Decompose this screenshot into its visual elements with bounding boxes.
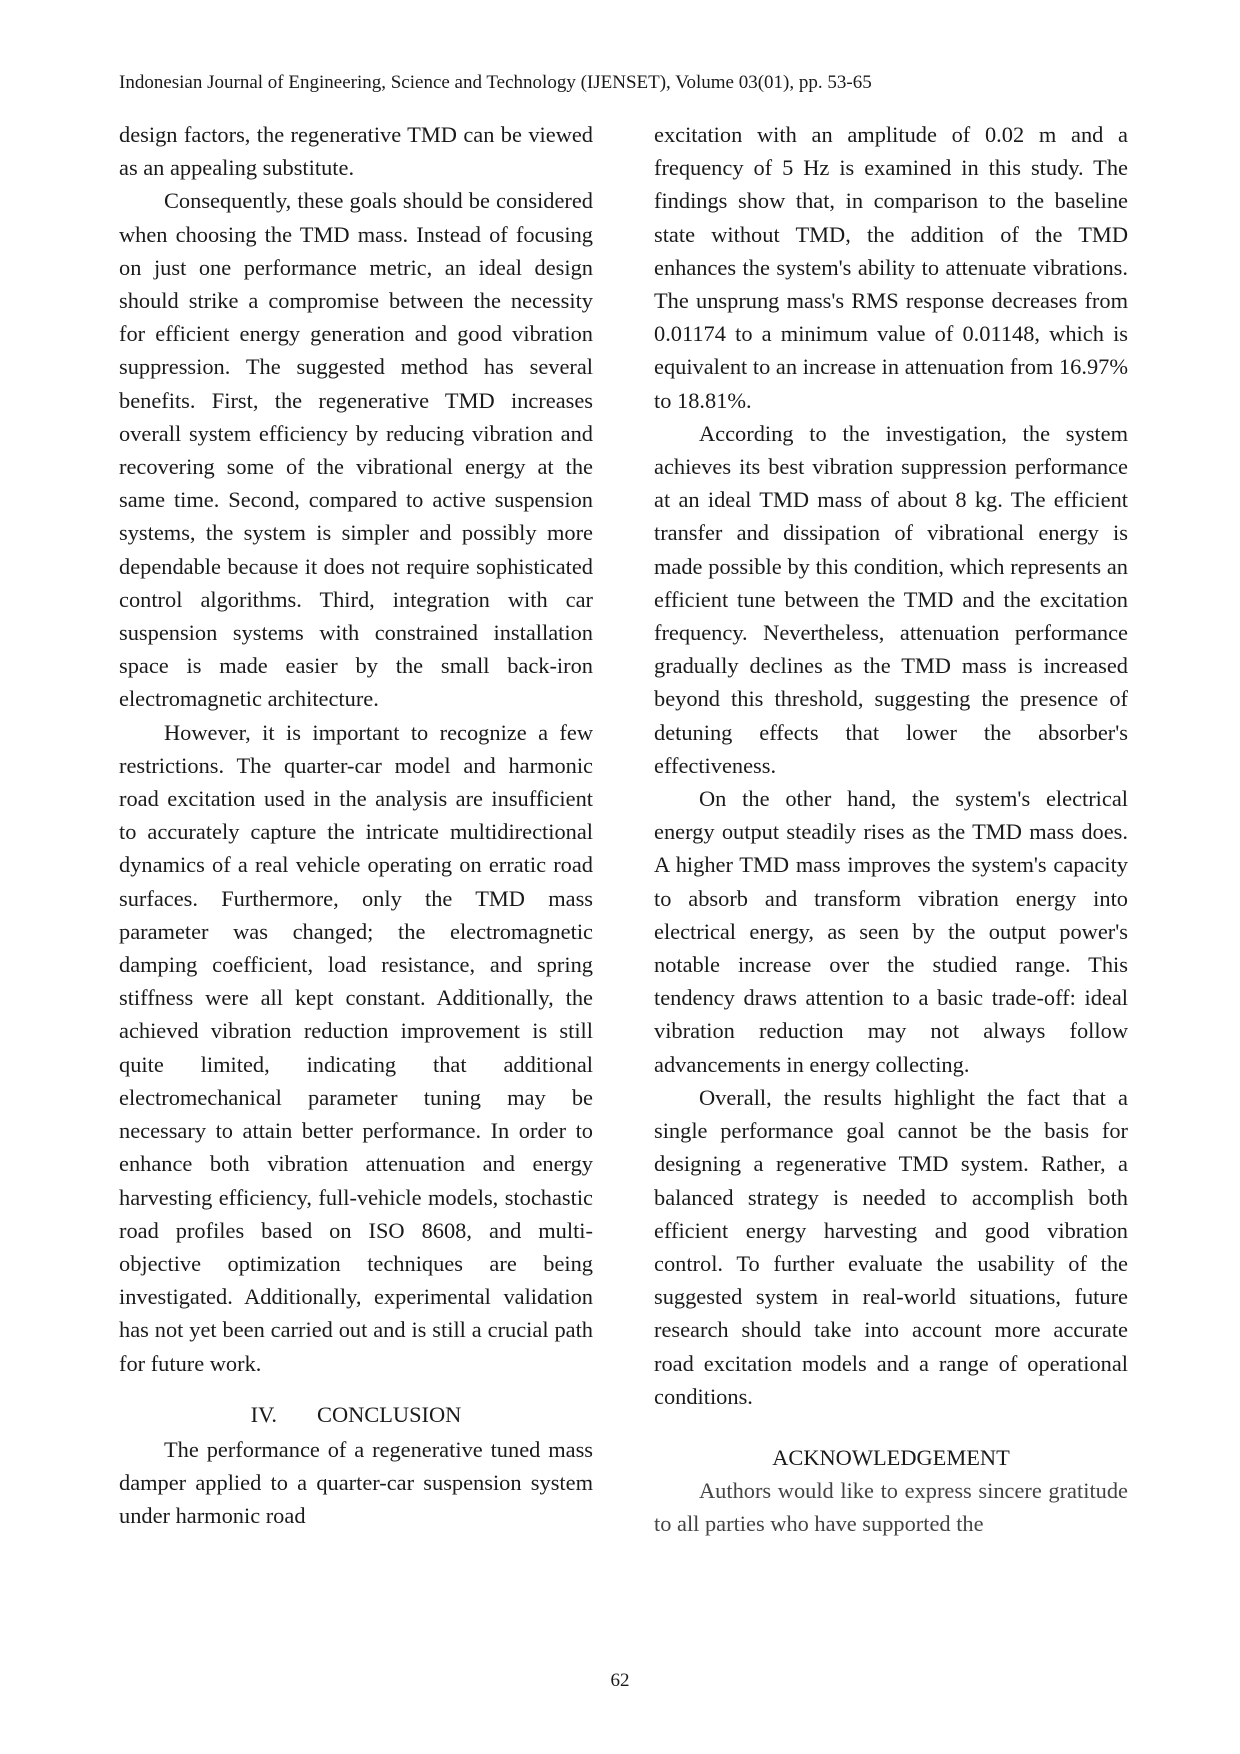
right-column	[654, 118, 1128, 1541]
paragraph: However, it is important to recognize a few restrictions. The quarter-car model and harmonic road excitation used in the analysis are insufficient to accurately capture the intricate multidirectional dynamics of a real vehicle operating on erratic road surfaces. Furthermore, only the TMD mass parameter was changed; the electromagnetic damping coefficient, load resistance, and spring stiffness were all kept constant. Additionally, the achieved vibration reduction improvement is still quite limited, indicating that additional electromechanical parameter tuning may be necessary to attain better performance. In order to enhance both vibration attenuation and energy harvesting efficiency, full-vehicle models, stochastic road profiles based on ISO 8608, and multi-objective optimization techniques are being investigated. Additionally, experimental validation has not yet been carried out and is still a crucial path for future work.	[119, 719, 593, 1376]
paragraph: Overall, the results highlight the fact that a single performance goal cannot be the basis for designing a regenerative TMD system. Rather, a balanced strategy is needed to accomplish both efficient energy harvesting and good vibration control. To further evaluate the usability of the suggested system in real-world situations, future research should take into account more accurate road excitation models and a range of operational conditions.	[654, 1084, 1128, 1409]
paragraph: The performance of a regenerative tuned mass damper applied to a quarter-car suspension system under harmonic road	[119, 1436, 593, 1529]
section-heading-conclusion	[119, 1398, 593, 1431]
paragraph: Authors would like to express sincere gratitude to all parties who have supported the	[654, 1478, 1128, 1537]
paragraph: According to the investigation, the system achieves its best vibration suppression performance at an ideal TMD mass of about 8 kg. The efficient transfer and dissipation of vibrational energy is made possible by this condition, which represents an efficient tune between the TMD and the excitation frequency. Nevertheless, attenuation performance gradually declines as the TMD mass is increased beyond this threshold, suggesting the presence of detuning effects that lower the absorber's effectiveness.	[654, 420, 1128, 778]
section-heading-acknowledgement: ACKNOWLEDGEMENT	[772, 1444, 1010, 1470]
paragraph: On the other hand, the system's electrical energy output steadily rises as the TMD mass does. A higher TMD mass improves the system's capacity to absorb and transform vibration energy into electrical energy, as seen by the output power's notable increase over the studied range. This tendency draws attention to a basic trade-off: ideal vibration reduction may not always follow advancements in energy collecting.	[654, 786, 1128, 1077]
paragraph: design factors, the regenerative TMD can be viewed as an appealing substitute.	[119, 122, 593, 181]
paragraph: excitation with an amplitude of 0.02 m and a frequency of 5 Hz is examined in this study. The findings show that, in comparison to the baseline state without TMD, the addition of the TMD enhances the system's ability to attenuate vibrations. The unsprung mass's RMS response decreases from 0.01174 to a minimum value of 0.01148, which is equivalent to an increase in attenuation from 16.97% to 18.81%.	[654, 122, 1128, 413]
section-title: CONCLUSION	[317, 1401, 462, 1427]
left-column	[119, 118, 593, 1533]
paragraph: Consequently, these goals should be considered when choosing the TMD mass. Instead of focusing on just one performance metric, an ideal design should strike a compromise between the necessity for efficient energy generation and good vibration suppression. The suggested method has several benefits. First, the regenerative TMD increases overall system efficiency by reducing vibration and recovering some of the vibrational energy at the same time. Second, compared to active suspension systems, the system is simpler and possibly more dependable because it does not require sophisticated control algorithms. Third, integration with car suspension systems with constrained installation space is made easier by the small back-iron electromagnetic architecture.	[119, 188, 593, 712]
running-header: Indonesian Journal of Engineering, Science and Technology (IJENSET), Volume 03(01), pp. 53-65	[119, 72, 872, 93]
page-number: 62	[610, 1670, 630, 1691]
section-number: IV.	[250, 1401, 278, 1427]
